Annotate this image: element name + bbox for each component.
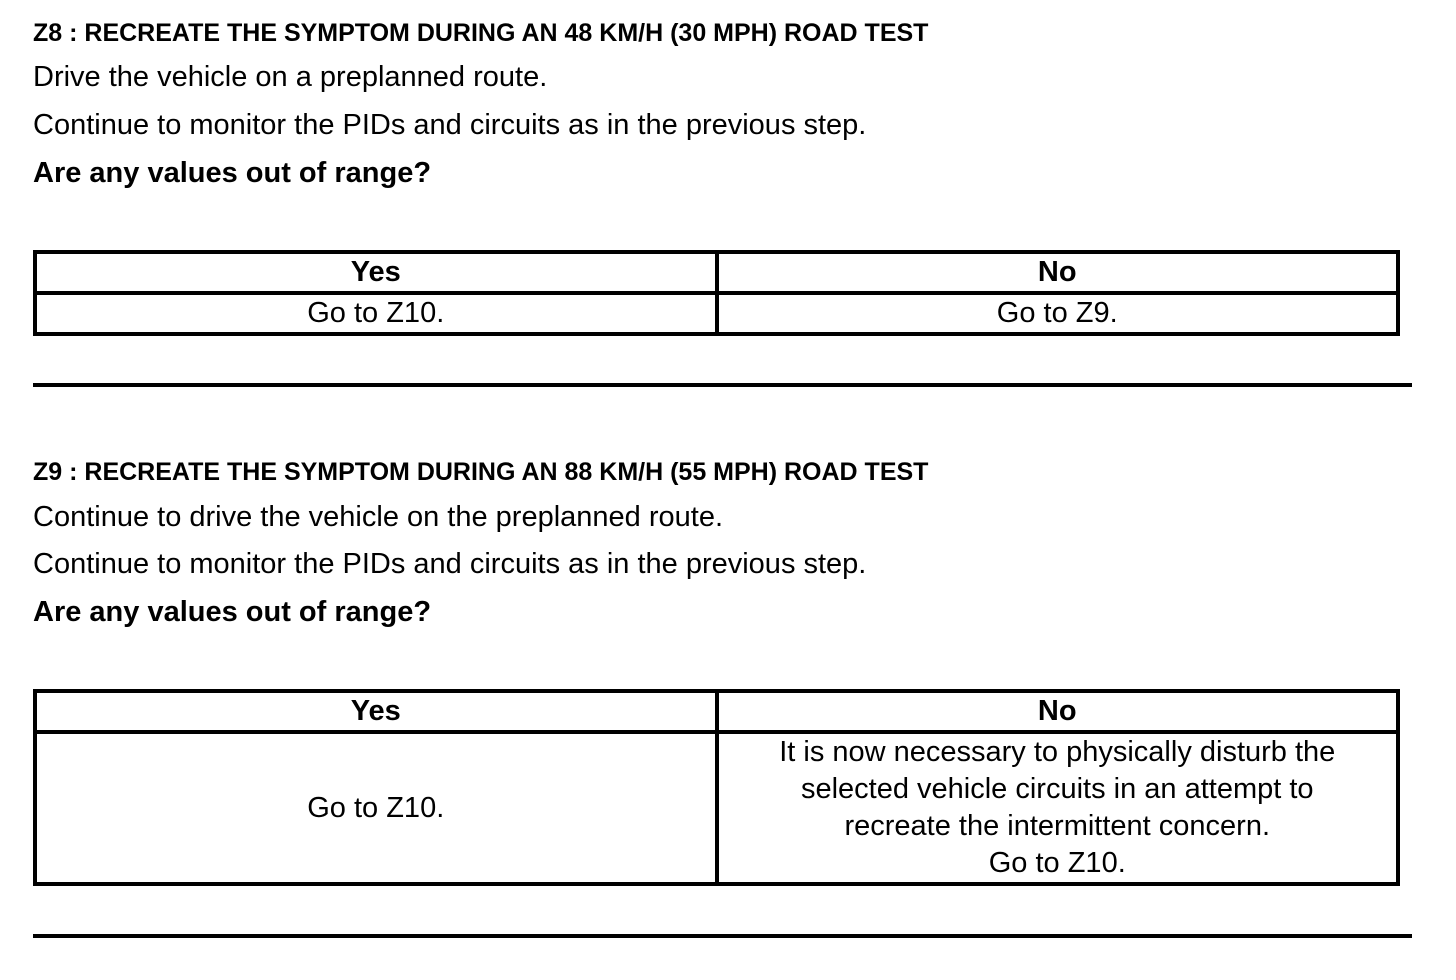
step-z9-instruction-1: Continue to drive the vehicle on the preplanned route.: [33, 501, 724, 533]
no-action: [717, 732, 1399, 884]
table-header-row: [35, 252, 1398, 293]
table-header-row: [35, 691, 1398, 732]
no-action-line: selected vehicle circuits in an attempt to: [800, 773, 1314, 805]
no-action-line: It is now necessary to physically disturb the: [779, 736, 1336, 768]
step-z8-heading: Z8 : RECREATE THE SYMPTOM DURING AN 48 KM/H (30 MPH) ROAD TEST: [33, 19, 929, 47]
no-action: Go to Z9.: [717, 293, 1399, 334]
yes-header: Yes: [35, 691, 717, 732]
step-z8-question: Are any values out of range?: [33, 157, 432, 189]
no-header: No: [717, 252, 1399, 293]
no-header: No: [717, 691, 1399, 732]
step-z9-decision-table: [33, 689, 1400, 886]
no-action-line: recreate the intermittent concern.: [844, 810, 1271, 842]
table-row: [35, 732, 1398, 884]
table-row: [35, 293, 1398, 334]
step-z8-instruction-2: Continue to monitor the PIDs and circuits as in the previous step.: [33, 109, 867, 141]
step-z8-instruction-1: Drive the vehicle on a preplanned route.: [33, 61, 548, 93]
section-divider: [33, 383, 1412, 387]
yes-header: Yes: [35, 252, 717, 293]
step-z9-question: Are any values out of range?: [33, 596, 432, 628]
yes-action: Go to Z10.: [35, 732, 717, 884]
section-divider: [33, 934, 1412, 938]
yes-action: Go to Z10.: [35, 293, 717, 334]
step-z9-instruction-2: Continue to monitor the PIDs and circuits as in the previous step.: [33, 548, 867, 580]
no-action-line: Go to Z10.: [988, 847, 1126, 879]
step-z9-heading: Z9 : RECREATE THE SYMPTOM DURING AN 88 KM/H (55 MPH) ROAD TEST: [33, 458, 929, 486]
step-z8-decision-table: [33, 250, 1400, 336]
